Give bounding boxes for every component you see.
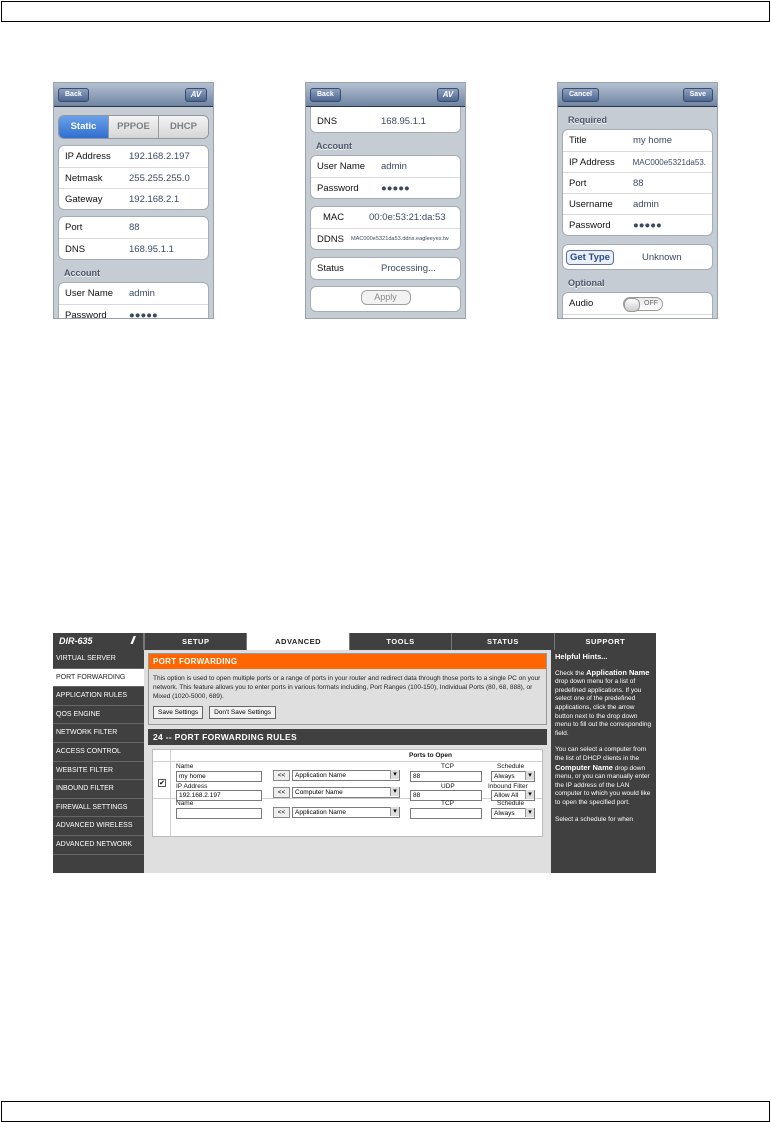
navigation-bar: [306, 83, 465, 107]
rule1-inbound-filter-select[interactable]: Allow All ▾: [491, 790, 535, 801]
dns-row[interactable]: [59, 238, 208, 259]
router-top-nav: [53, 633, 656, 650]
rule1-app-arrow-button[interactable]: <<: [273, 770, 290, 781]
back-button[interactable]: Back: [310, 88, 341, 102]
tab-tools[interactable]: TOOLS: [349, 633, 451, 650]
sidebar-item-access-control[interactable]: ACCESS CONTROL: [53, 743, 144, 762]
column-divider: [170, 750, 171, 836]
rule1-ip-label: IP Address: [176, 783, 208, 790]
row-label: DDNS: [317, 233, 344, 245]
row-label: Username: [569, 198, 613, 210]
row-label: Gateway: [65, 193, 103, 205]
rule1-tcp-label: TCP: [441, 763, 454, 770]
phone-screen-network-settings: [53, 82, 214, 319]
row-value: MAC000e5321da53.ddns.eagleeyes.tw: [351, 236, 449, 242]
row-label: IP Address: [569, 156, 615, 168]
password-row[interactable]: [59, 304, 208, 319]
port-row[interactable]: [59, 217, 208, 238]
mac-row: [311, 207, 460, 228]
section-description: This option is used to open multiple ports or a range of ports in your router and redirect data through those ports to a single PC on your network. This feature allows you to enter ports in various formats including, Port Ranges (100-150), Individual Ports (80, 68, 888), or Mixed (1020-5000, 689).: [153, 675, 541, 700]
hint-text: Check the: [555, 669, 587, 677]
ddns-row: [311, 228, 460, 249]
hint-schedule: Select a schedule for when: [555, 815, 634, 823]
rule1-enable-checkbox[interactable]: ✔: [159, 780, 165, 787]
tab-dhcp[interactable]: DHCP: [158, 116, 208, 138]
netmask-row[interactable]: [59, 167, 208, 188]
hint-text: drop down menu, or you can manually enter the IP address of the LAN computer to which you would like to open the specified port.: [555, 764, 651, 806]
tab-setup[interactable]: SETUP: [144, 633, 246, 650]
hint-application-name: [555, 669, 652, 739]
required-group: [562, 129, 713, 236]
section-title: PORT FORWARDING: [149, 654, 546, 669]
row-label: User Name: [65, 288, 114, 299]
connection-type-segmented-control: [58, 115, 209, 139]
port-row[interactable]: [563, 172, 712, 193]
sidebar-item-virtual-server[interactable]: VIRTUAL SERVER: [53, 650, 144, 669]
router-content: [144, 650, 551, 873]
account-group: [310, 155, 461, 199]
tab-advanced[interactable]: ADVANCED: [246, 633, 348, 650]
dont-save-settings-button[interactable]: Don't Save Settings: [209, 706, 276, 719]
port-forwarding-rules-table: [152, 749, 543, 837]
row-divider: [153, 761, 542, 762]
app-logo-icon: AV: [437, 88, 459, 102]
navigation-bar: [558, 83, 717, 107]
device-type-value: Unknown: [641, 251, 682, 263]
required-section-header: Required: [568, 115, 608, 125]
tab-pppoe[interactable]: PPPOE: [108, 116, 158, 138]
hint-text: You can select a computer from the list of DHCP clients in the: [555, 746, 647, 762]
password-row[interactable]: [311, 177, 460, 198]
status-group: [310, 257, 461, 280]
hint-bold: Computer Name: [555, 762, 613, 772]
row-value: MAC000e5321da53.: [632, 157, 706, 167]
get-type-group: [562, 244, 713, 270]
row-value: 88: [633, 177, 644, 189]
rule2-name-input[interactable]: [176, 808, 262, 819]
title-row[interactable]: [563, 130, 712, 151]
row-value: admin: [633, 198, 659, 210]
navigation-bar: [54, 83, 213, 107]
rule1-schedule-select[interactable]: Always ▾: [491, 771, 535, 782]
username-row[interactable]: [563, 193, 712, 214]
row-value: 88: [129, 222, 140, 233]
tab-status[interactable]: STATUS: [451, 633, 553, 650]
row-label: User Name: [317, 161, 366, 172]
tab-static[interactable]: Static: [59, 116, 108, 138]
row-label: DNS: [65, 243, 86, 255]
save-settings-button[interactable]: Save Settings: [153, 706, 203, 719]
row-value: ●●●●●: [129, 309, 158, 319]
mac-ddns-group: [310, 206, 461, 250]
rule2-tcp-input[interactable]: [410, 808, 482, 819]
row-label: Audio: [569, 298, 594, 309]
hint-bold: Application Name: [586, 667, 650, 677]
back-button[interactable]: Back: [58, 88, 89, 102]
row-label: MAC: [323, 212, 345, 223]
row-value: my home: [633, 135, 673, 146]
save-button[interactable]: Save: [683, 88, 713, 102]
dns-group: [310, 103, 461, 133]
row-value: 192.168.2.197: [129, 151, 190, 162]
row-value: admin: [381, 161, 407, 172]
router-admin-screenshot: [53, 633, 656, 873]
row-value: ●●●●●: [633, 219, 662, 231]
phone-screen-add-device: [557, 82, 718, 319]
row-value: 255.255.255.0: [129, 172, 190, 184]
row-value: 168.95.1.1: [381, 115, 426, 127]
router-sidebar: [53, 650, 144, 873]
sidebar-item-advanced-network[interactable]: ADVANCED NETWORK: [53, 836, 144, 855]
ip-address-row[interactable]: [563, 151, 712, 172]
row-value: 00:0e:53:21:da:53: [369, 212, 446, 223]
username-row[interactable]: [311, 156, 460, 177]
username-row[interactable]: [59, 283, 208, 304]
account-group: [58, 282, 209, 319]
rule2-app-arrow-button[interactable]: <<: [273, 807, 290, 818]
hint-text: drop down menu for a list of predefined applications. If you select one of the predefined applications, click the arrow button next to the drop down menu to fill out the corresponding field.: [555, 678, 652, 737]
network-group: [58, 145, 209, 210]
rule1-udp-label: UDP: [441, 783, 455, 790]
phone-screen-device-status: [305, 82, 466, 319]
rule1-ip-input[interactable]: 192.168.2.197: [176, 790, 262, 801]
rule1-udp-input[interactable]: 88: [410, 790, 482, 801]
rule1-schedule-label: Schedule: [497, 763, 525, 770]
row-label: IP Address: [65, 151, 111, 162]
rule1-inbound-filter-label: Inbound Filter: [488, 783, 528, 790]
page-header-box: [1, 1, 770, 22]
port-dns-group: [58, 216, 209, 260]
row-value: 192.168.2.1: [129, 193, 180, 205]
sidebar-item-advanced-wireless[interactable]: ADVANCED WIRELESS: [53, 817, 144, 836]
rule1-tcp-input[interactable]: 88: [410, 771, 482, 782]
optional-section-header: Optional: [568, 278, 605, 288]
row-label: DNS: [317, 115, 338, 127]
optional-row-empty: [563, 314, 712, 319]
sidebar-item-qos-engine[interactable]: QOS ENGINE: [53, 706, 144, 725]
rules-title: 24 -- PORT FORWARDING RULES: [148, 729, 547, 745]
dns-row[interactable]: [311, 104, 460, 132]
hint-computer-name: [555, 746, 652, 807]
row-label: Title: [569, 135, 587, 146]
row-label: Port: [65, 222, 83, 233]
apply-group: [310, 286, 461, 312]
row-label: Netmask: [65, 172, 103, 184]
get-type-row: [563, 245, 712, 269]
sidebar-item-firewall-settings[interactable]: FIREWALL SETTINGS: [53, 799, 144, 818]
page-footer-box: [1, 1101, 770, 1122]
row-value: 168.95.1.1: [129, 243, 174, 255]
gateway-row[interactable]: [59, 188, 208, 209]
get-type-button[interactable]: Get Type: [566, 250, 614, 265]
apply-button[interactable]: Apply: [361, 290, 411, 305]
audio-toggle[interactable]: OFF: [623, 297, 663, 311]
row-label: Password: [569, 219, 611, 231]
audio-row: [563, 293, 712, 314]
row-label: Status: [317, 263, 344, 274]
sidebar-item-inbound-filter[interactable]: INBOUND FILTER: [53, 780, 144, 799]
ports-to-open-header: Ports to Open: [409, 752, 452, 759]
status-row: [311, 258, 460, 279]
rule2-tcp-label: TCP: [441, 800, 454, 807]
password-row[interactable]: [563, 214, 712, 235]
port-forwarding-panel: [148, 653, 547, 725]
router-model-logo: DIR-635 //: [53, 633, 144, 650]
rule1-name-label: Name: [176, 763, 194, 770]
sidebar-item-website-filter[interactable]: WEBSITE FILTER: [53, 762, 144, 781]
row-value: Processing...: [381, 263, 436, 274]
helpful-hints-panel: [551, 650, 656, 873]
rule1-computer-arrow-button[interactable]: <<: [273, 787, 290, 798]
app-logo-icon: AV: [185, 88, 207, 102]
hints-title: Helpful Hints...: [555, 652, 608, 661]
cancel-button[interactable]: Cancel: [562, 88, 599, 102]
rule2-application-select[interactable]: Application Name ▾: [292, 807, 400, 818]
rule1-name-input[interactable]: my home: [176, 771, 262, 782]
ip-address-row[interactable]: [59, 146, 208, 167]
optional-group: [562, 292, 713, 319]
sidebar-item-application-rules[interactable]: APPLICATION RULES: [53, 687, 144, 706]
account-section-header: Account: [64, 268, 100, 278]
row-value: ●●●●●: [381, 182, 410, 194]
rule1-application-select[interactable]: Application Name ▾: [292, 770, 400, 781]
rule2-name-label: Name: [176, 800, 194, 807]
row-value: admin: [129, 288, 155, 299]
sidebar-item-network-filter[interactable]: NETWORK FILTER: [53, 724, 144, 743]
row-label: Password: [65, 309, 107, 319]
rule1-computer-select[interactable]: Computer Name ▾: [292, 787, 400, 798]
rule2-schedule-select[interactable]: Always ▾: [491, 808, 535, 819]
row-label: Port: [569, 177, 587, 189]
rule2-schedule-label: Schedule: [497, 800, 525, 807]
account-section-header: Account: [316, 141, 352, 151]
tab-support[interactable]: SUPPORT: [554, 633, 656, 650]
sidebar-item-port-forwarding[interactable]: PORT FORWARDING: [53, 669, 144, 688]
row-label: Password: [317, 182, 359, 194]
